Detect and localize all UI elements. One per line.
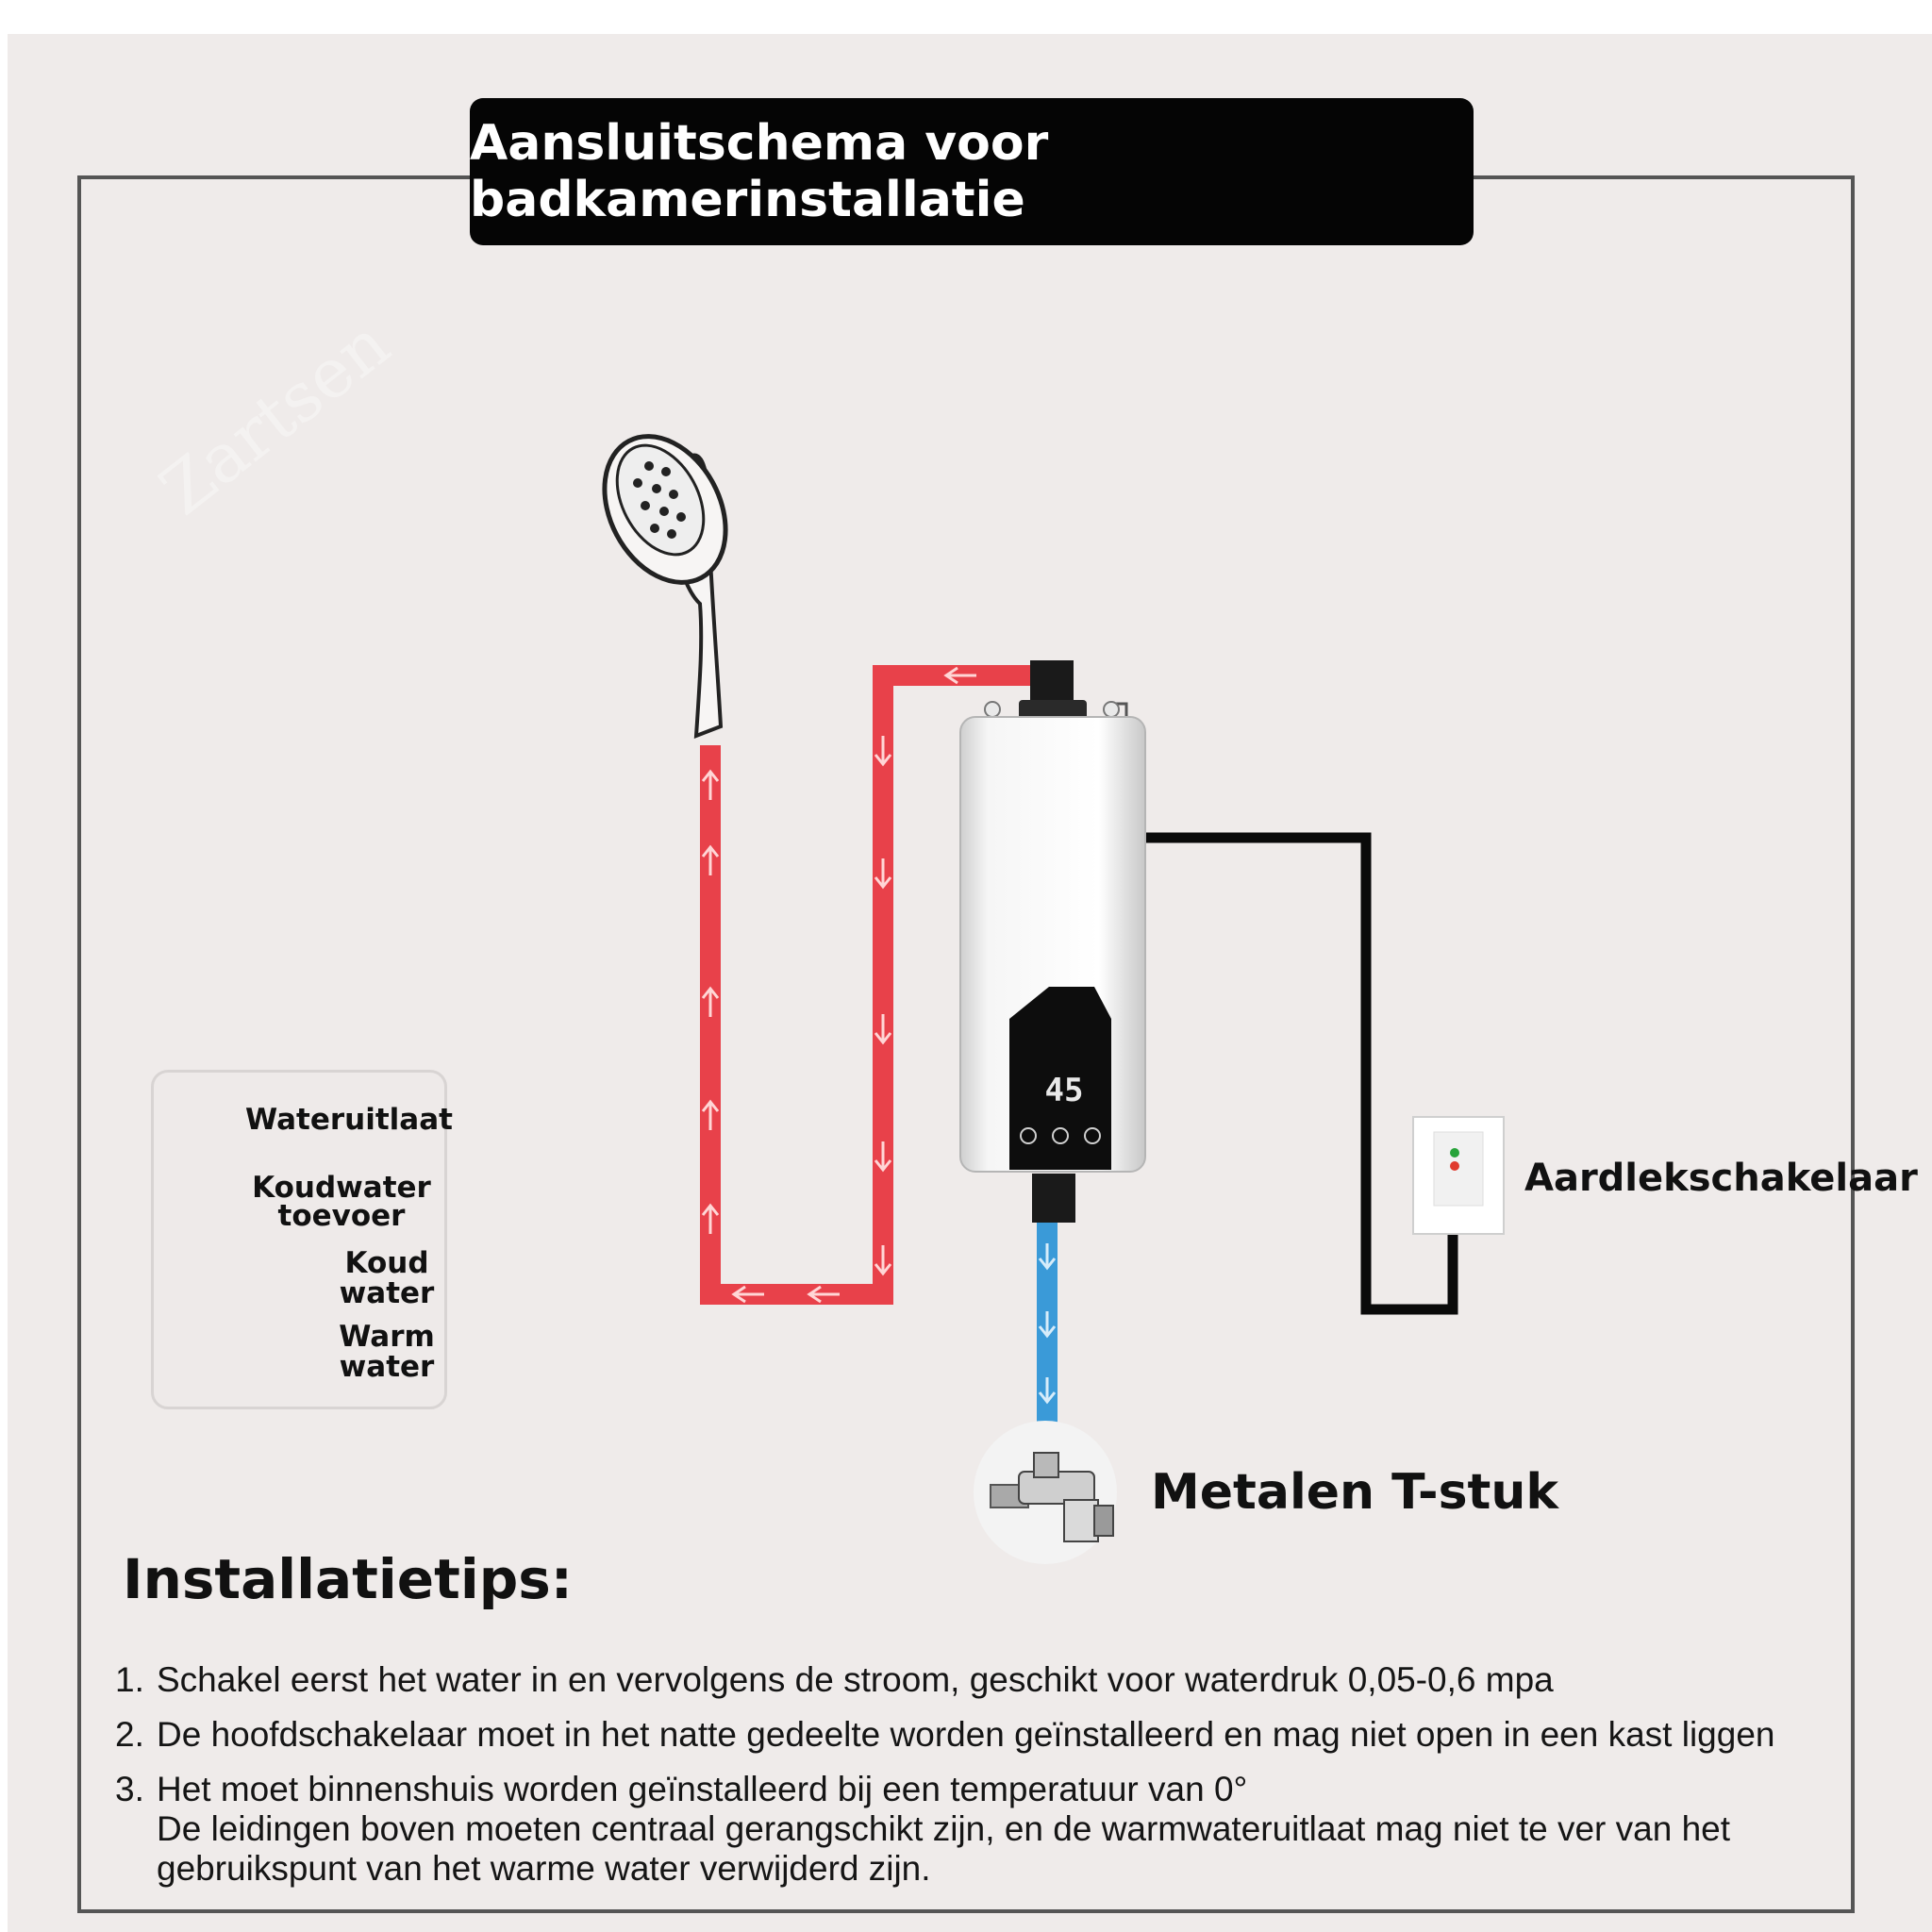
legend-label-warm-2: water (339, 1350, 435, 1384)
shower-head-icon (580, 415, 749, 736)
earth-leakage-switch-icon (1413, 1117, 1504, 1234)
legend-label-cold-1: Koud (344, 1246, 429, 1280)
tip-text: Schakel eerst het water in en vervolgens de stroom, geschikt voor waterdruk 0,05-0,6 mpa (157, 1660, 1554, 1699)
legend-label-outlet: Wateruitlaat (245, 1103, 453, 1137)
tip-text: De hoofdschakelaar moet in het natte gedeelte worden geïnstalleerd en mag niet open in een kast liggen (157, 1715, 1775, 1754)
heater-display: 45 (1044, 1072, 1084, 1109)
diagram-title: Aansluitschema voor badkamerinstallatie (470, 115, 1049, 228)
tip-item (115, 1660, 1870, 1700)
water-heater (960, 660, 1145, 1223)
legend-label-cold-2: water (339, 1276, 435, 1310)
tips-list (115, 1660, 1870, 1904)
tip-number: 3. (115, 1770, 144, 1808)
watermark-text: Zartsen (145, 304, 405, 530)
tip-number: 1. (115, 1660, 144, 1699)
tip-text-continued: De leidingen boven moeten centraal gerangschikt zijn, en de warmwateruitlaat mag niet te ver van het (157, 1809, 1730, 1848)
tip-item (115, 1770, 1870, 1889)
power-cable (1143, 838, 1453, 1309)
tip-item (115, 1715, 1870, 1755)
label-aardlekschakelaar: Aardlekschakelaar (1524, 1157, 1918, 1200)
tips-heading: Installatietips: (123, 1547, 573, 1611)
legend-label-cold-supply-2: toevoer (277, 1199, 406, 1233)
tip-text: Het moet binnenshuis worden geïnstalleerd bij een temperatuur van 0° (157, 1770, 1248, 1808)
tip-text-continued: gebruikspunt van het warme water verwijderd zijn. (157, 1849, 931, 1888)
legend-label-cold-supply-1: Koudwater (252, 1171, 431, 1205)
tip-number: 2. (115, 1715, 144, 1754)
label-metalen-t-stuk: Metalen T-stuk (1151, 1464, 1558, 1521)
metal-t-piece-icon (974, 1421, 1117, 1564)
legend-label-warm-1: Warm (339, 1320, 435, 1354)
